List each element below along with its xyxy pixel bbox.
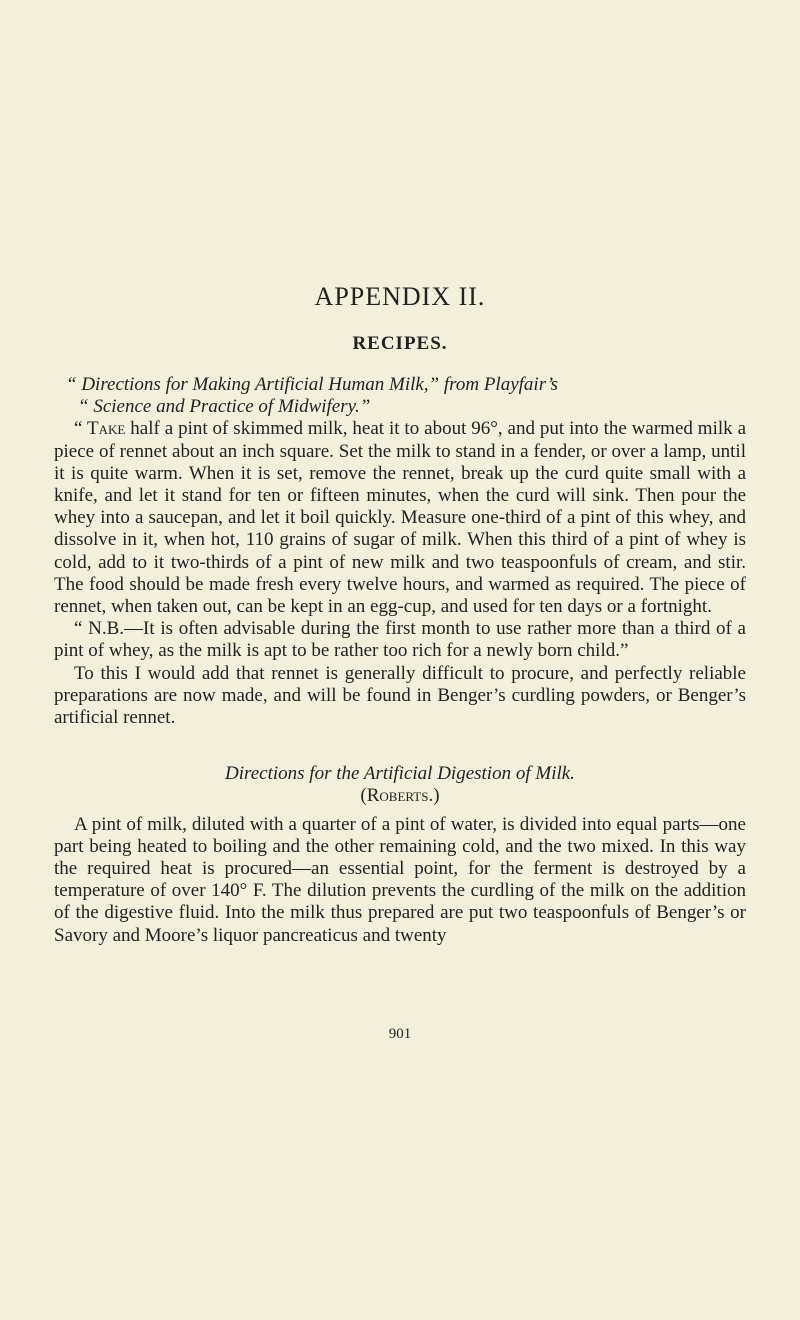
recipe1-addition: To this I would add that rennet is generally difficult to procure, and perfectly reliable preparations are now made, and will be found in Benger’s curdling powders, or Benger’s artificial rennet. [54, 662, 746, 729]
recipe1-body [54, 418, 746, 618]
page-content [54, 374, 746, 947]
appendix-title: APPENDIX II. [314, 282, 486, 311]
recipe1-body-text: half a pint of skimmed milk, heat it to about 96°, and put into the warmed milk a piece of rennet about an inch square. Set the milk to stand in a fender, or over a lamp, until it is quite warm. When it is set, remove the rennet, break up the curd quite small with a knife, and let it stand for ten or fifteen minutes, when the curd will sink. Then pour the whey into a saucepan, and let it boil quickly. Measure one-third of a pint of this whey, and dissolve in it, when hot, 110 grains of sugar of milk. When this third of a pint of whey is cold, add to it two-thirds of a pint of new milk and two teaspoonfuls of cream, and stir. The food should be made fresh every twelve hours, and warmed as required. The piece of rennet, when taken out, can be kept in an egg-cup, and used for ten days or a fortnight. [54, 418, 747, 618]
recipe1-source-line2: “ Science and Practice of Midwifery.” [78, 396, 371, 418]
recipe1-first-word: “ Take [74, 418, 126, 440]
section-title: RECIPES. [352, 333, 448, 354]
recipe1-source-line1: “ Directions for Making Artificial Human Milk,” from Playfair’s [66, 374, 559, 395]
recipe2-body: A pint of milk, diluted with a quarter of a pint of water, is divided into equal parts—one part being heated to boiling and the other remaining cold, and the two mixed. In this way the required heat is procured—an essential point, for the ferment is destroyed by a temperature of over 140° F. The dilution prevents the curdling of the milk on the addition of the digestive fluid. Into the milk thus prepared are put two teaspoonfuls of Benger’s or Savory and Moore’s liquor pancreaticus and twenty [54, 813, 746, 946]
recipe2-author: (Roberts.) [360, 785, 440, 807]
recipe1-note: “ N.B.—It is often advisable during the first month to use rather more than a third of a pint of whey, as the milk is apt to be rather too rich for a newly born child.” [54, 618, 746, 662]
page-number: 901 [388, 1026, 412, 1042]
recipe2-title: Directions for the Artificial Digestion of Milk. [225, 763, 575, 785]
